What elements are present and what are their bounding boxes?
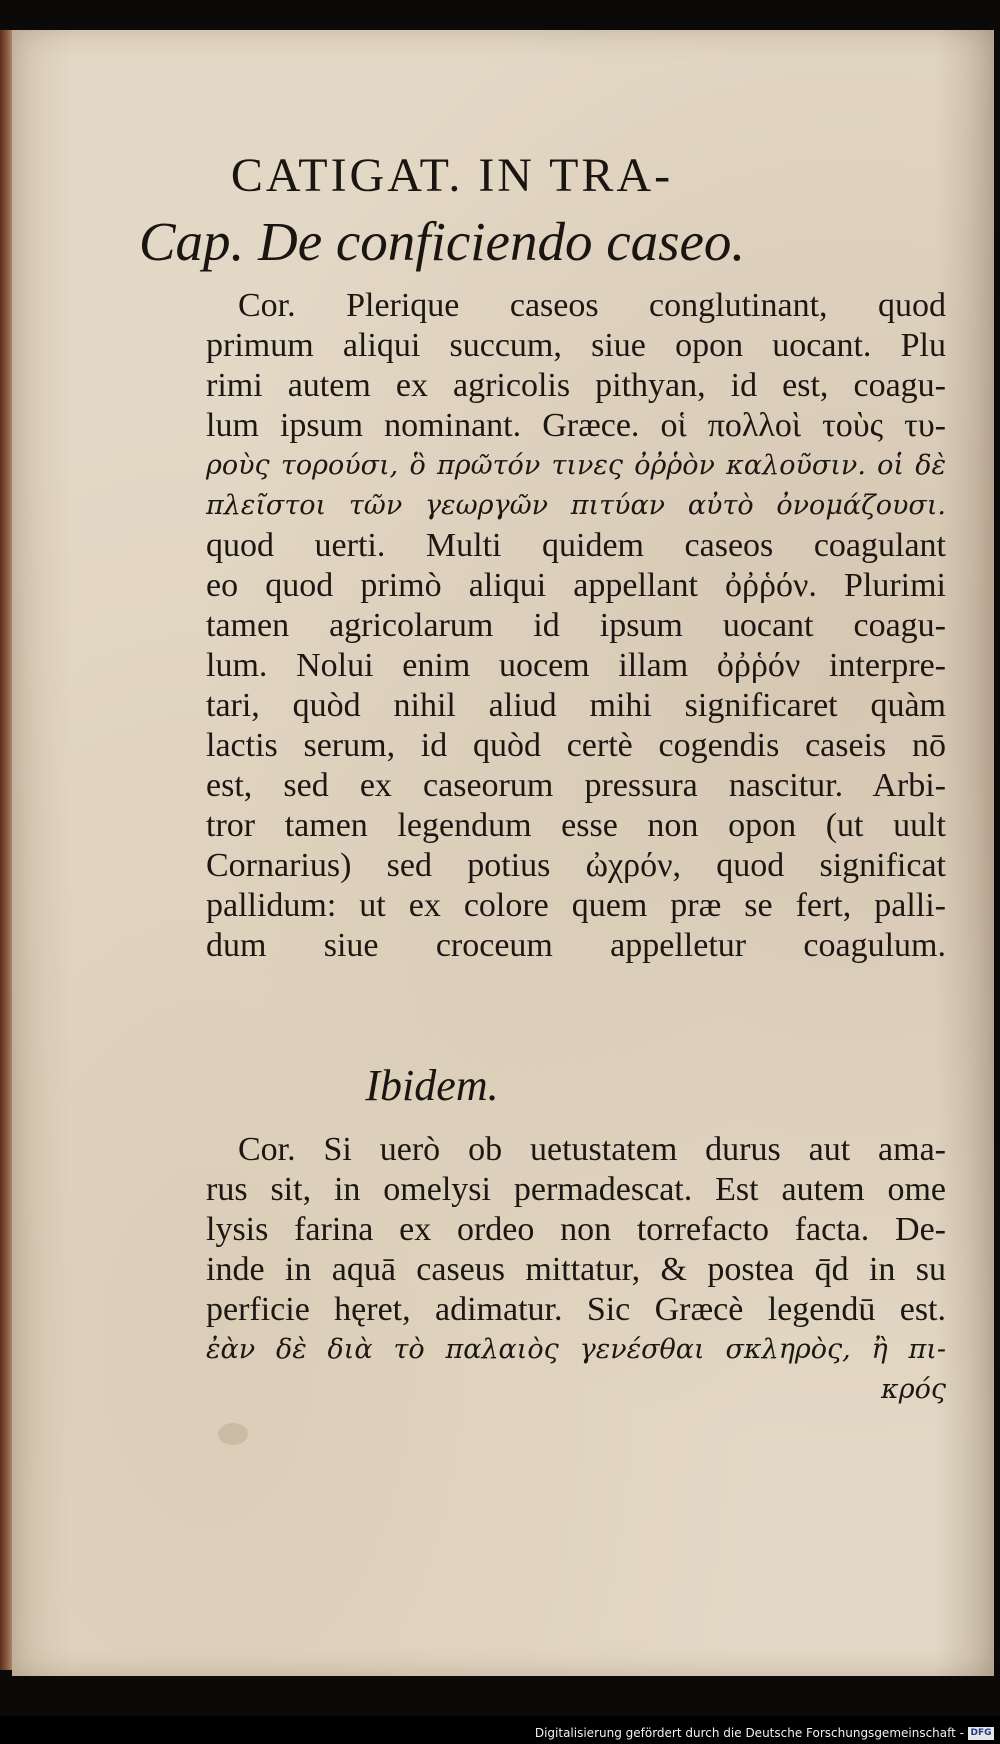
- text-line: lum ipsum nominant. Græce. οἱ πολλοὶ τοὺς τυ-: [206, 407, 946, 444]
- paragraph-2: [206, 1130, 946, 1410]
- text-line: est, sed ex caseorum pressura nascitur. Arbi-: [206, 767, 946, 804]
- dfg-logo: DFG: [968, 1727, 994, 1740]
- text-line: eo quod primò aliqui appellant ὀῤῥόν. Plurimi: [206, 567, 946, 604]
- text-line: lysis farina ex ordeo non torrefacto facta. De-: [206, 1211, 946, 1248]
- chapter-heading: Cap. De conficiendo caseo.: [138, 211, 746, 272]
- ink-smudge: [218, 1423, 248, 1445]
- text-line: tamen agricolarum id ipsum uocant coagu-: [206, 607, 946, 644]
- greek-text-line: ροὺς τορούσι, ὃ πρῶτόν τινες ὀῤῥὸν καλοῦσιν. οἱ δὲ: [206, 450, 946, 481]
- paragraph-1: [206, 286, 946, 966]
- text-line: Cornarius) sed potius ὠχρόν, quod significat: [206, 847, 946, 884]
- text-line: lum. Nolui enim uocem illam ὀῤῥόν interpre-: [206, 647, 946, 684]
- text-line: lactis serum, id quòd certè cogendis caseis nō: [206, 727, 946, 764]
- text-line: dum siue croceum appelletur coagulum.: [206, 927, 946, 964]
- text-line: rus sit, in omelysi permadescat. Est autem ome: [206, 1171, 946, 1208]
- greek-text-line: πλεῖστοι τῶν γεωργῶν πιτύαν αὐτὸ ὀνομάζουσι.: [206, 490, 946, 521]
- subheading: Ibidem.: [365, 1061, 499, 1110]
- text-line: Cor. Plerique caseos conglutinant, quod: [238, 287, 946, 324]
- text-line: inde in aquā caseus mittatur, & postea q̄d in su: [206, 1251, 946, 1288]
- greek-text-line: ἐὰν δὲ διὰ τὸ παλαιὸς γενέσθαι σκληρὸς, ἢ πι-: [206, 1334, 946, 1365]
- footer-credit: Digitalisierung gefördert durch die Deutsche Forschungsgemeinschaft -: [534, 1726, 964, 1740]
- text-line: tror tamen legendum esse non opon (ut uult: [206, 807, 946, 844]
- book-page: [12, 30, 994, 1676]
- text-line: primum aliqui succum, siue opon uocant. Plu: [206, 327, 946, 364]
- text-line: tari, quòd nihil aliud mihi significaret quàm: [206, 687, 946, 724]
- text-line: rimi autem ex agricolis pithyan, id est, coagu-: [206, 367, 946, 404]
- running-head: CATIGAT. IN TRA-: [230, 149, 674, 202]
- catchword: κρός: [881, 1374, 946, 1405]
- text-line: perficie hęret, adimatur. Sic Græcè legendū est.: [206, 1291, 946, 1328]
- text-line: Cor. Si uerò ob uetustatem durus aut ama-: [238, 1131, 946, 1168]
- text-line: quod uerti. Multi quidem caseos coagulant: [206, 527, 946, 564]
- text-line: pallidum: ut ex colore quem præ se fert, palli-: [206, 887, 946, 924]
